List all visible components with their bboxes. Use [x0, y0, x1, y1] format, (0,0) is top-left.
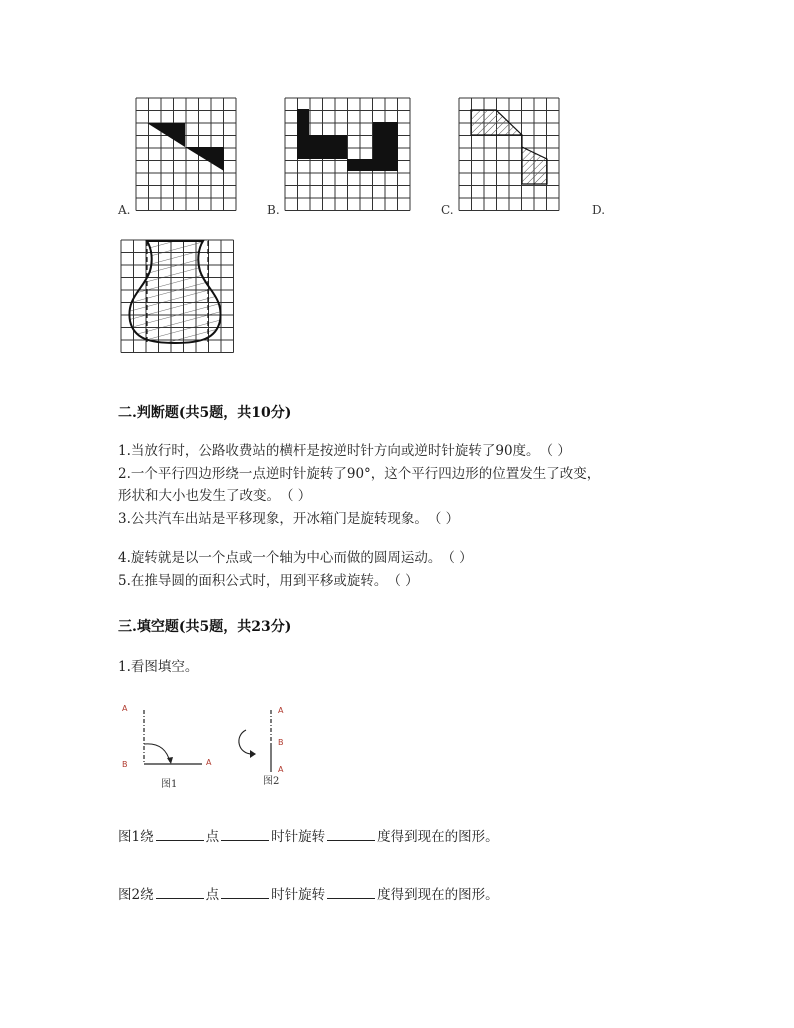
figure-option-a: [135, 97, 239, 211]
judge-question-2-cont: 形状和大小也发生了改变。 （ ）: [118, 488, 312, 504]
figure-option-d: [120, 239, 235, 354]
option-d-label: D.: [592, 203, 606, 217]
judge-question-3: 3.公共汽车出站是平移现象，开冰箱门是旋转现象。 （ ）: [118, 511, 460, 527]
section2-title: 二.判断题(共5题，共10分): [118, 405, 292, 421]
fig1-point-a-top: A: [122, 704, 128, 713]
option-c-label: C.: [441, 203, 454, 217]
shape-d-vase: [129, 241, 220, 343]
blank-1-point[interactable]: [156, 826, 204, 841]
fill-question-1: 1.看图填空。: [118, 659, 199, 675]
judge-question-4: 4.旋转就是以一个点或一个轴为中心而做的圆周运动。 （ ）: [118, 550, 473, 566]
fig1-point-b: B: [122, 760, 128, 769]
fill-line-1-mid1: 点: [205, 829, 220, 845]
blank-1-degree[interactable]: [327, 826, 375, 841]
blank-1-direction[interactable]: [221, 826, 269, 841]
fig2-point-b: B: [278, 738, 284, 747]
fill-line-2-suffix: 度得到现在的图形。: [377, 887, 499, 903]
fig2-label: 图2: [263, 776, 280, 787]
judge-question-5: 5.在推导圆的面积公式时，用到平移或旋转。 （ ）: [118, 573, 419, 589]
shape-a-triangle-2: [185, 147, 224, 171]
fill-line-1: [118, 826, 499, 848]
fig2-point-a-bottom: A: [278, 765, 284, 774]
blank-2-direction[interactable]: [221, 884, 269, 899]
fill-line-2-prefix: 图2绕: [118, 887, 154, 903]
fig1-point-a-right: A: [206, 758, 212, 767]
blank-2-point[interactable]: [156, 884, 204, 899]
fig2-point-a-top: A: [278, 706, 284, 715]
section3-title: 三.填空题(共5题，共23分): [118, 619, 292, 635]
fill-line-2: [118, 884, 499, 906]
fig1-label: 图1: [161, 779, 178, 790]
figure-option-c: [458, 97, 562, 211]
figure-option-b: [284, 97, 411, 211]
fill-line-1-prefix: 图1绕: [118, 829, 154, 845]
option-b-label: B.: [267, 203, 280, 217]
fill-line-2-mid2: 时针旋转: [271, 887, 326, 903]
option-a-label: A.: [118, 203, 131, 217]
judge-question-1: 1.当放行时，公路收费站的横杆是按逆时针方向或逆时针旋转了90度。 （ ）: [118, 443, 571, 459]
fill-line-1-mid2: 时针旋转: [271, 829, 326, 845]
fill-line-2-mid1: 点: [205, 887, 220, 903]
fill-line-1-suffix: 度得到现在的图形。: [377, 829, 499, 845]
judge-question-2: 2.一个平行四边形绕一点逆时针旋转了90°，这个平行四边形的位置发生了改变，: [118, 466, 601, 482]
blank-2-degree[interactable]: [327, 884, 375, 899]
